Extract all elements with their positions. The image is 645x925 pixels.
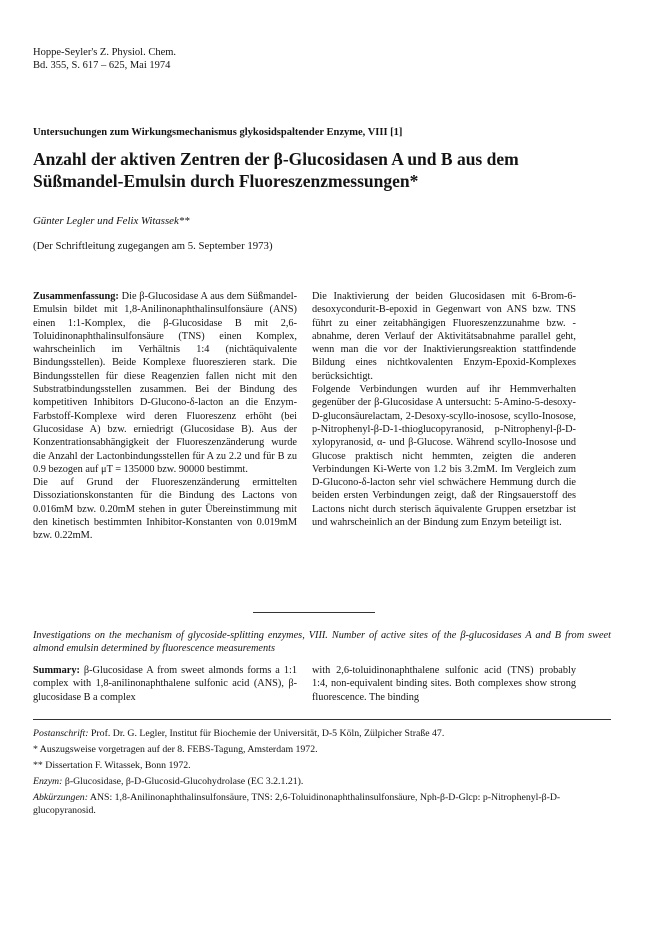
footnote-2: ** Dissertation F. Witassek, Bonn 1972. — [33, 760, 191, 771]
address-label: Postanschrift: — [33, 728, 89, 739]
summary-en-left-column — [33, 664, 297, 704]
summary-de-paragraph-4: Folgende Verbindungen wurden auf ihr Hemmverhalten gegenüber der β-Glucosidase A untersucht: 5-Amino-5-desoxy-D-gluconsäurelactam, 2-Desoxy-scyllo-inosose, scyllo-Inosose, p-Nitrophenyl-β-D-1-thioglucopyranosid, p-Nitrophenyl-β-D-xylopyranosid, α- und β-Glucose. Während scyllo-Inosose und Glucose praktisch nicht hemmten, zeigten die anderen Verbindungen Ki-Werte von 1.2 bis 3.2mM. Im Vergleich zum D-Glucono-δ-lacton sehr viel schwächere Hemmung durch die beiden ersten Verbindungen zeigt, daß der Ringsauerstoff des Lactons nicht durch sterisch äquivalente Gruppen ersetzbar ist und wahrscheinlich an der Bindung zum Enzym beteiligt ist. — [312, 384, 576, 529]
title-line-1: Anzahl der aktiven Zentren der β-Glucosidasen A und B aus dem — [33, 149, 519, 169]
address-text: Prof. Dr. G. Legler, Institut für Biochemie der Universität, D-5 Köln, Zülpicher Straße 47. — [90, 728, 445, 739]
summary-de-paragraph-3: Die Inaktivierung der beiden Glucosidasen mit 6-Brom-6-desoxycondurit-B-epoxid in Gegenwart von ANS bzw. TNS führt zu einer zeitabhängigen Fluoreszenzzunahme bzw. -abnahme, deren Verlauf der Aktivitätsabnahme parallel geht, wenn man die vor der Inaktivierungsreaktion stattfindende Bildung eines nichtkovalenten Enzym-Epoxid-Komplexes berücksichtigt. — [312, 291, 576, 382]
footnotes — [33, 727, 613, 820]
summary-de-text-1: Die β-Glucosidase A aus dem Süßmandel-Emulsin bildet mit 1,8-Anilinonaphthalinsulfonsäure (ANS) einen 1:1-Komplex, die β-Glucosidase B mit 2,6-Toluidinonaphthalinsulfonsäure (TNS) einen Komplex, wahrscheinlich im Verhältnis 1:4 (nichtäquivalente Bindungsstellen). Beide Komplexe fluoreszieren stark. Die Bindungsstellen für diese Reagenzien fallen nicht mit den Substratbindungsstellen zusammen. Bei der Bindung des kompetitiven Inhibitors D-Glucono-δ-lacton an die Enzym-Farbstoff-Komplexe wird deren Fluoreszenz erhöht (bei Glucosidase A) bzw. erniedrigt (Glucosidase B). Aus der Konzentrationsabhängigkeit der Fluoreszenzänderung wurde die Anzahl der Lactonbindungsstellen für A zu 2.2 und für B zu 0.9 bezogen auf μT = 135000 bzw. 90000 bestimmt. — [33, 291, 298, 475]
summary-de-right-column — [312, 290, 576, 529]
enzyme-label: Enzym: — [33, 776, 63, 787]
abbreviations-text: ANS: 1,8-Anilinonaphthalinsulfonsäure, TNS: 2,6-Toluidinonaphthalinsulfonsäure, Nph-β-D-Glcp: p-Nitrophenyl-β-D-glucopyranosid. — [33, 792, 561, 816]
summary-de-paragraph-2: Die auf Grund der Fluoreszenzänderung ermittelten Dissoziationskonstanten für die Bindung des Lactons von 0.016mM bzw. 0.20mM stehen in guter Übereinstimmung mit den kinetisch bestimmten Inhibitor-Konstanten von 0.019mM bzw. 0.22mM. — [33, 477, 297, 542]
footnote-rule — [33, 719, 611, 720]
footnote-1: * Auszugsweise vorgetragen auf der 8. FEBS-Tagung, Amsterdam 1972. — [33, 744, 318, 755]
series-title: Untersuchungen zum Wirkungsmechanismus glykosidspaltender Enzyme, VIII [1] — [33, 127, 403, 138]
summary-en-right-column — [312, 664, 576, 704]
journal-volume-pages: Bd. 355, S. 617 – 625, Mai 1974 — [33, 59, 171, 71]
summary-de-paragraph-1 — [33, 290, 297, 476]
article-title — [33, 148, 623, 192]
journal-citation — [33, 47, 176, 72]
summary-de-label: Zusammenfassung: — [33, 291, 119, 302]
abbreviations-note — [33, 791, 613, 817]
summary-en-text-1: β-Glucosidase A from sweet almonds forms a 1:1 complex with 1,8-anilinonaphthalene sulfonic acid (ANS), β-glucosidase B a complex — [33, 665, 298, 703]
summary-en-paragraph-1 — [33, 664, 297, 704]
abbreviations-label: Abkürzungen: — [33, 792, 88, 803]
enzyme-note — [33, 775, 613, 788]
received-date: (Der Schriftleitung zugegangen am 5. September 1973) — [33, 240, 273, 252]
journal-name: Hoppe-Seyler's Z. Physiol. Chem. — [33, 47, 177, 58]
summary-en-label: Summary: — [33, 665, 80, 676]
summary-de-left-column — [33, 290, 297, 543]
authors: Günter Legler und Felix Witassek** — [33, 215, 190, 227]
summary-en-paragraph-2: with 2,6-toluidinonaphthalene sulfonic acid (TNS) probably 1:4, non-equivalent binding sites. Both complexes show strong fluorescence. The binding — [312, 665, 576, 703]
enzyme-text: β-Glucosidase, β-D-Glucosid-Glucohydrolase (EC 3.2.1.21). — [64, 776, 304, 787]
postal-address — [33, 727, 613, 740]
section-divider — [253, 612, 375, 613]
title-line-2: Süßmandel-Emulsin durch Fluoreszenzmessungen* — [33, 171, 419, 191]
english-title: Investigations on the mechanism of glycoside-splitting enzymes, VIII. Number of active sites of the β-glucosidases A and B from sweet almond emulsin determined by fluorescence measurements — [33, 630, 611, 654]
